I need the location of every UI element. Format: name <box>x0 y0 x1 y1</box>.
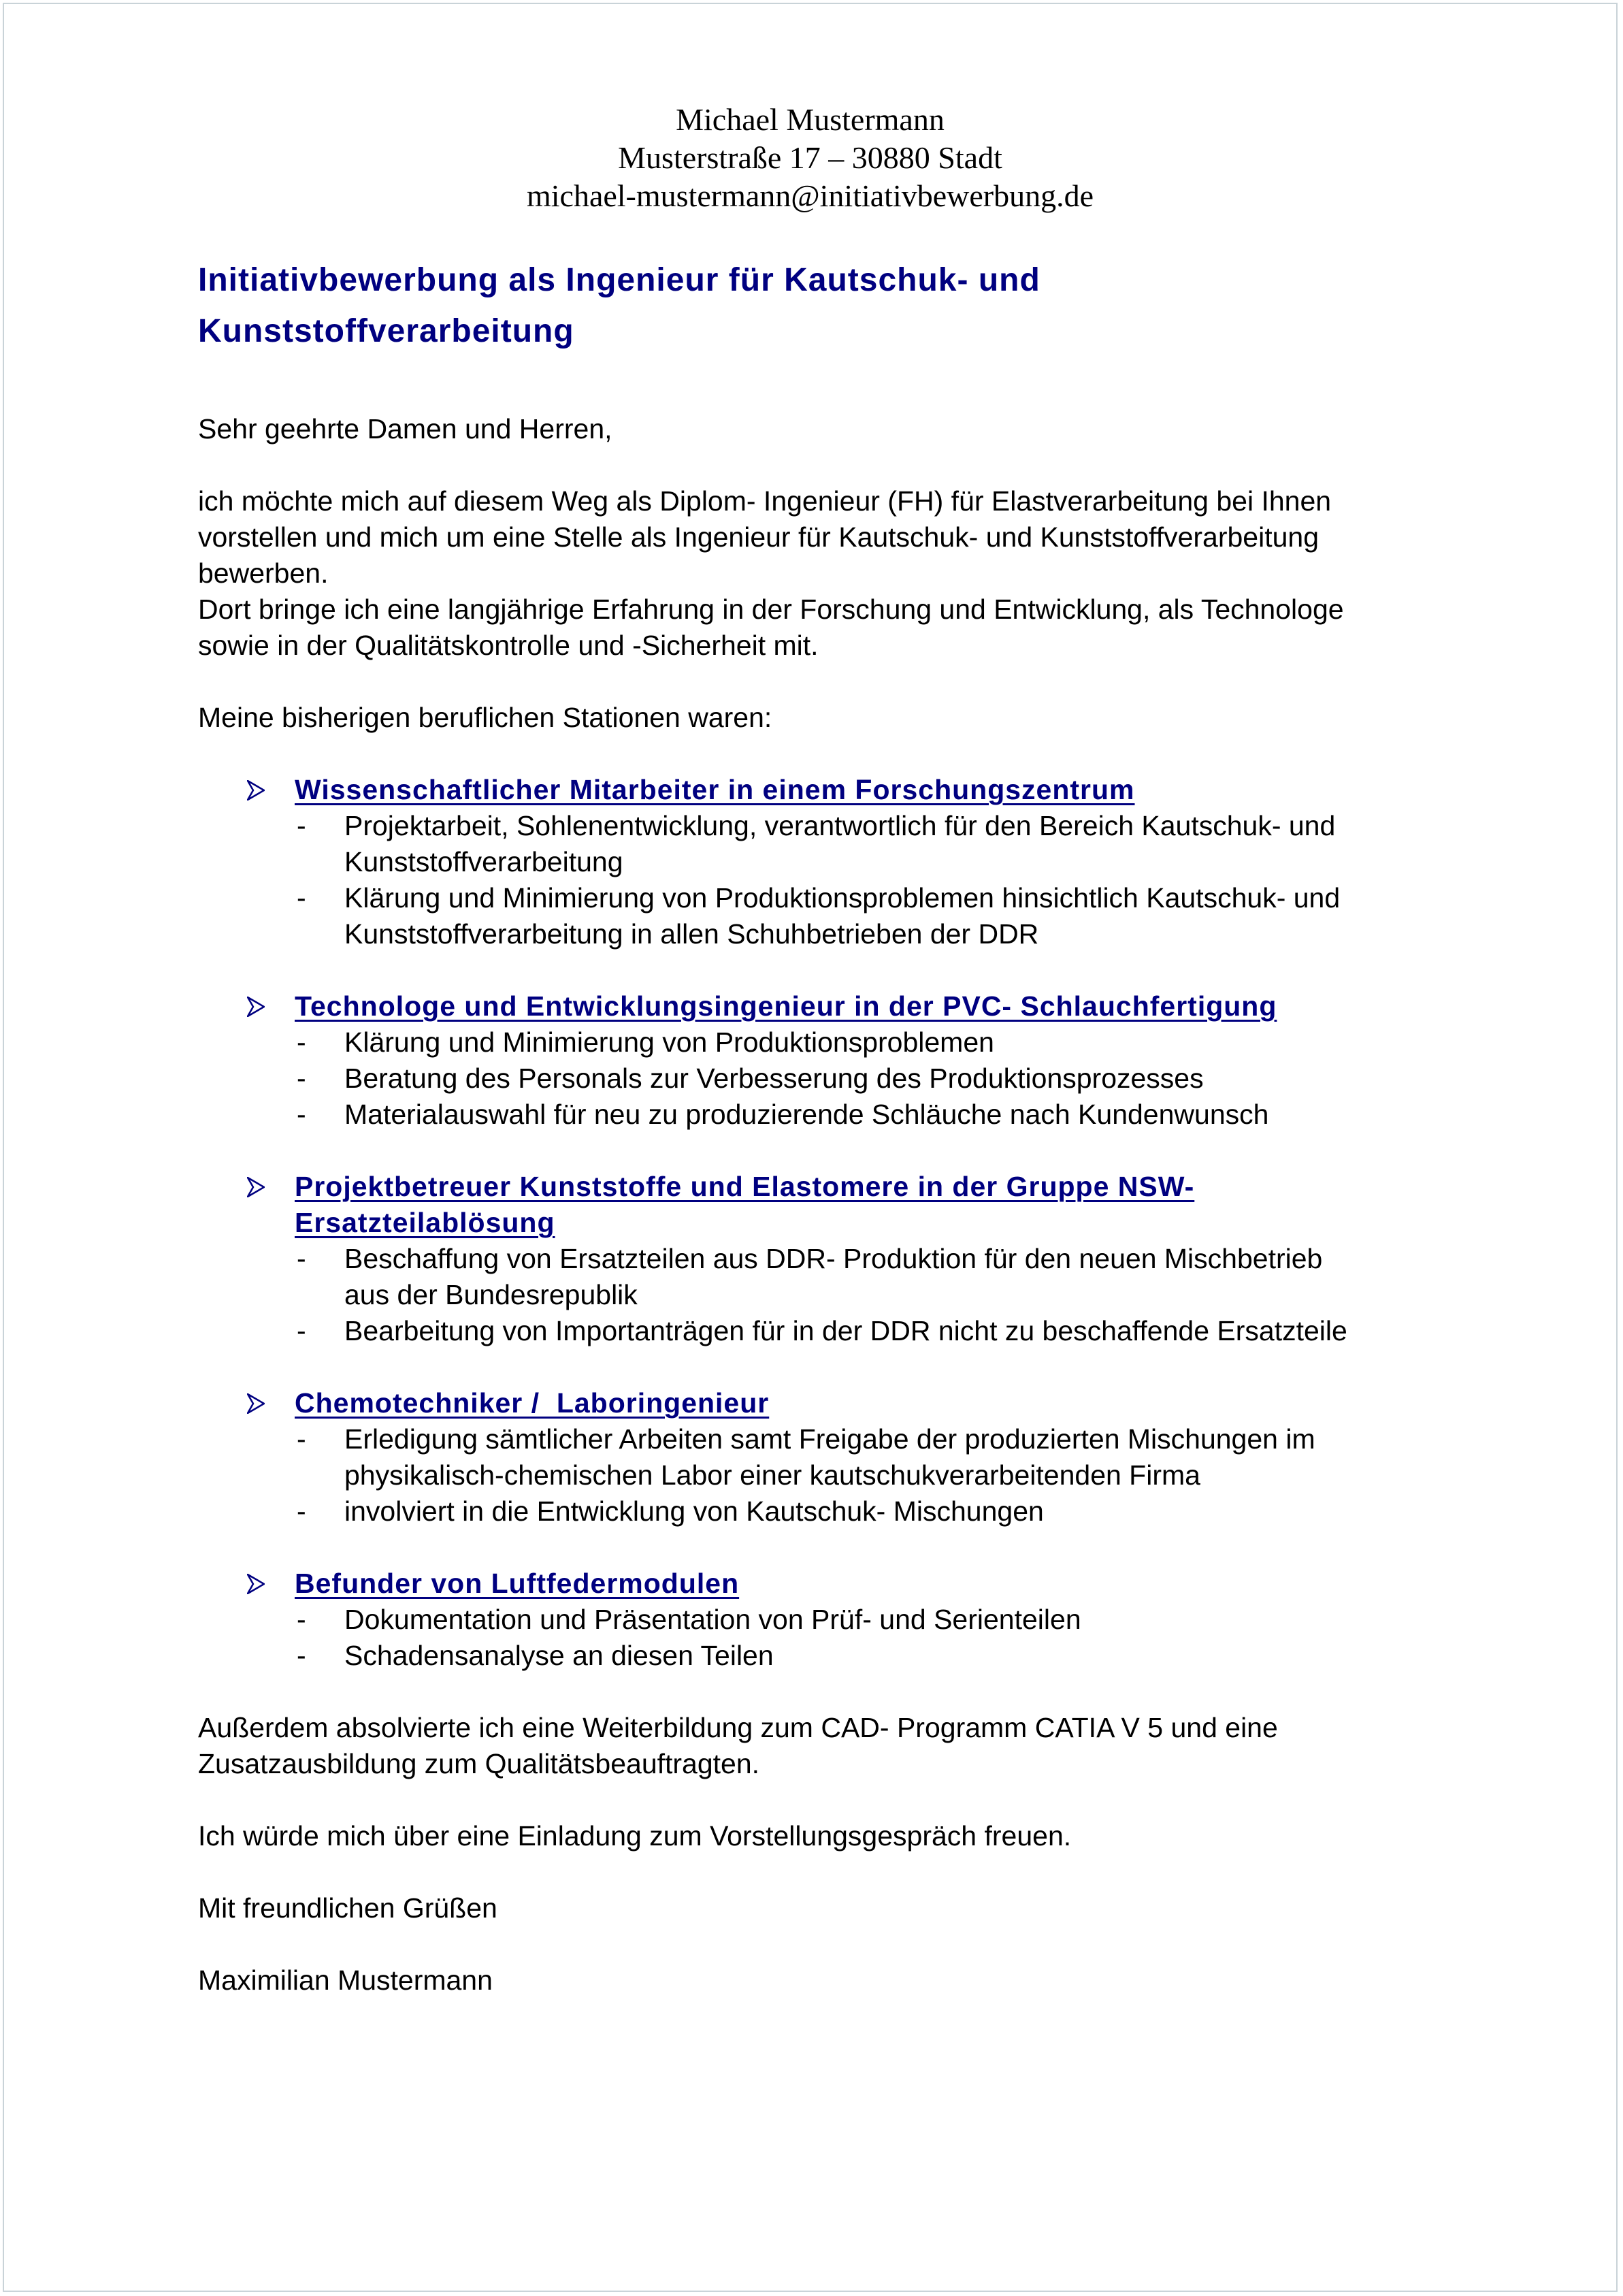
station-title-line: Ersatzteilablösung <box>295 1207 555 1238</box>
further-training-paragraph <box>198 1710 1477 1782</box>
station-task <box>198 1241 1477 1313</box>
dash-bullet: - <box>297 1423 306 1455</box>
task-line: Klärung und Minimierung von Produktionsproblemen hinsichtlich Kautschuk- und <box>344 882 1341 913</box>
station-entry <box>198 1385 1477 1530</box>
station-task <box>198 1421 1477 1493</box>
station-task <box>198 1313 1477 1349</box>
intro-paragraph <box>198 483 1477 664</box>
station-title-line: Befunder von Luftfedermodulen <box>295 1568 740 1599</box>
training-line: Außerdem absolvierte ich eine Weiterbildung zum CAD- Programm CATIA V 5 und eine <box>198 1712 1278 1743</box>
station-title <box>198 772 1477 808</box>
station-task <box>198 1602 1477 1638</box>
dash-bullet: - <box>297 810 306 841</box>
dash-bullet: - <box>297 1640 306 1671</box>
station-title-line: Wissenschaftlicher Mitarbeiter in einem Forschungszentrum <box>295 774 1135 805</box>
task-line: Beratung des Personals zur Verbesserung des Produktionsprozesses <box>344 1063 1204 1094</box>
station-title <box>198 988 1477 1024</box>
greeting: Mit freundlichen Grüßen <box>198 1892 497 1924</box>
dash-bullet: - <box>297 1604 306 1635</box>
task-line: Kunststoffverarbeitung <box>344 846 623 877</box>
sender-name: Michael Mustermann <box>676 102 945 137</box>
arrowhead-bullet-icon <box>247 1385 274 1421</box>
intro-line: ich möchte mich auf diesem Weg als Diplom- Ingenieur (FH) für Elastverarbeitung bei Ihnen <box>198 485 1332 517</box>
intro-line: bewerben. <box>198 557 329 589</box>
arrowhead-bullet-icon <box>247 988 274 1024</box>
dash-bullet: - <box>297 1026 306 1058</box>
station-entry <box>198 1566 1477 1674</box>
task-line: involviert in die Entwicklung von Kautschuk- Mischungen <box>344 1495 1044 1527</box>
station-title-line: Projektbetreuer Kunststoffe und Elastomere in der Gruppe NSW- <box>295 1171 1195 1202</box>
station-task <box>198 1061 1477 1097</box>
station-title <box>198 1385 1477 1421</box>
salutation: Sehr geehrte Damen und Herren, <box>198 413 612 444</box>
station-entry <box>198 988 1477 1133</box>
sender-email: michael-mustermann@initiativbewerbung.de <box>526 178 1094 213</box>
headline-line: Initiativbewerbung als Ingenieur für Kautschuk- und <box>198 262 1040 298</box>
sender-block <box>4 101 1616 215</box>
dash-bullet: - <box>297 1495 306 1527</box>
task-line: Beschaffung von Ersatzteilen aus DDR- Produktion für den neuen Mischbetrieb <box>344 1243 1323 1274</box>
station-task <box>198 1638 1477 1674</box>
task-line: Schadensanalyse an diesen Teilen <box>344 1640 774 1671</box>
intro-line: sowie in der Qualitätskontrolle und -Sicherheit mit. <box>198 630 819 661</box>
station-entry <box>198 1169 1477 1349</box>
dash-bullet: - <box>297 1099 306 1130</box>
station-title-line: Technologe und Entwicklungsingenieur in der PVC- Schlauchfertigung <box>295 990 1277 1022</box>
station-task <box>198 1097 1477 1133</box>
task-line: Dokumentation und Präsentation von Prüf- und Serienteilen <box>344 1604 1081 1635</box>
task-line: Bearbeitung von Importanträgen für in der DDR nicht zu beschaffende Ersatzteile <box>344 1315 1347 1346</box>
arrowhead-bullet-icon <box>247 772 274 808</box>
task-line: Kunststoffverarbeitung in allen Schuhbetrieben der DDR <box>344 918 1039 950</box>
task-line: Erledigung sämtlicher Arbeiten samt Freigabe der produzierten Mischungen im <box>344 1423 1315 1455</box>
task-line: physikalisch-chemischen Labor einer kautschukverarbeitenden Firma <box>344 1459 1200 1491</box>
station-task <box>198 880 1477 952</box>
station-title <box>198 1169 1477 1241</box>
station-title <box>198 1566 1477 1602</box>
station-entry <box>198 772 1477 952</box>
station-task <box>198 808 1477 880</box>
task-line: Projektarbeit, Sohlenentwicklung, verantwortlich für den Bereich Kautschuk- und <box>344 810 1336 841</box>
task-line: Klärung und Minimierung von Produktionsproblemen <box>344 1026 994 1058</box>
station-task <box>198 1024 1477 1061</box>
letter-headline <box>198 255 1477 357</box>
station-title-line: Chemotechniker / Laboringenieur <box>295 1387 770 1419</box>
task-line: aus der Bundesrepublik <box>344 1279 638 1310</box>
document-page <box>3 3 1618 2292</box>
signature-name: Maximilian Mustermann <box>198 1964 493 1996</box>
intro-line: Dort bringe ich eine langjährige Erfahrung in der Forschung und Entwicklung, als Technologe <box>198 594 1344 625</box>
arrowhead-bullet-icon <box>247 1566 274 1602</box>
task-line: Materialauswahl für neu zu produzierende Schläuche nach Kundenwunsch <box>344 1099 1269 1130</box>
stations-intro: Meine bisherigen beruflichen Stationen waren: <box>198 702 772 733</box>
closing-wish: Ich würde mich über eine Einladung zum Vorstellungsgespräch freuen. <box>198 1820 1072 1852</box>
station-task <box>198 1493 1477 1530</box>
training-line: Zusatzausbildung zum Qualitätsbeauftragten. <box>198 1748 760 1779</box>
dash-bullet: - <box>297 1063 306 1094</box>
letter-body <box>198 255 1477 2035</box>
dash-bullet: - <box>297 882 306 913</box>
dash-bullet: - <box>297 1243 306 1274</box>
intro-line: vorstellen und mich um eine Stelle als Ingenieur für Kautschuk- und Kunststoffverarbeitung <box>198 521 1319 553</box>
arrowhead-bullet-icon <box>247 1169 274 1205</box>
headline-line: Kunststoffverarbeitung <box>198 313 574 349</box>
sender-address: Musterstraße 17 – 30880 Stadt <box>618 140 1002 175</box>
dash-bullet: - <box>297 1315 306 1346</box>
